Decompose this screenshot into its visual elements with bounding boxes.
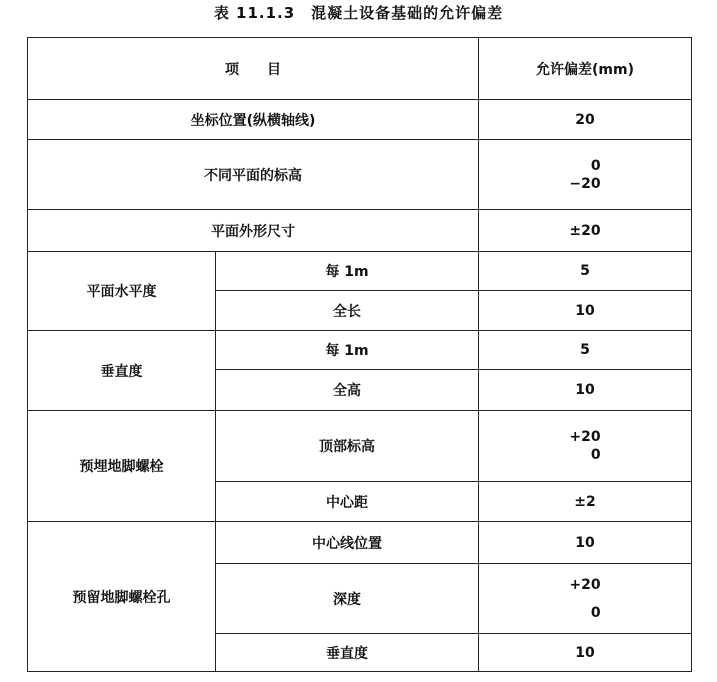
table-title: 表 11.1.3 混凝土设备基础的允许偏差 bbox=[213, 4, 504, 22]
row-label-dims: 平面外形尺寸 bbox=[28, 210, 479, 252]
sub-label: 垂直度 bbox=[216, 634, 479, 672]
table-row bbox=[28, 331, 692, 370]
value-line: +20 bbox=[569, 576, 601, 593]
value-line: 0 bbox=[590, 447, 601, 463]
table-row bbox=[28, 100, 692, 140]
sub-label: 深度 bbox=[216, 564, 479, 634]
sub-label: 每 1m bbox=[216, 331, 479, 370]
sub-label: 中心线位置 bbox=[216, 522, 479, 564]
value-line: 0 bbox=[590, 157, 601, 174]
sub-value: 10 bbox=[479, 522, 692, 564]
sub-label: 全高 bbox=[216, 370, 479, 411]
header-deviation: 允许偏差(mm) bbox=[479, 38, 692, 100]
row-value-dims: ±20 bbox=[479, 210, 692, 252]
row-label-level: 平面水平度 bbox=[28, 252, 216, 331]
sub-label: 每 1m bbox=[216, 252, 479, 291]
table-row bbox=[28, 522, 692, 564]
sub-value: 5 bbox=[479, 252, 692, 291]
sub-label: 中心距 bbox=[216, 482, 479, 522]
header-item: 项 目 bbox=[28, 38, 479, 100]
sub-value bbox=[479, 411, 692, 482]
row-label-elev: 不同平面的标高 bbox=[28, 140, 479, 210]
row-value-coord: 20 bbox=[479, 100, 692, 140]
row-label-vert: 垂直度 bbox=[28, 331, 216, 411]
row-label-coord: 坐标位置(纵横轴线) bbox=[28, 100, 479, 140]
value-line: +20 bbox=[569, 429, 601, 445]
sub-label: 全长 bbox=[216, 291, 479, 331]
sub-value: 10 bbox=[479, 370, 692, 411]
table-header-row bbox=[28, 38, 692, 100]
value-line: −20 bbox=[569, 175, 601, 192]
sub-value: 10 bbox=[479, 634, 692, 672]
sub-label: 顶部标高 bbox=[216, 411, 479, 482]
tolerance-table bbox=[27, 37, 692, 672]
row-value-elev bbox=[479, 140, 692, 210]
sub-value: 5 bbox=[479, 331, 692, 370]
sub-value: 10 bbox=[479, 291, 692, 331]
table-row bbox=[28, 140, 692, 210]
row-label-holes: 预留地脚螺栓孔 bbox=[28, 522, 216, 672]
sub-value bbox=[479, 564, 692, 634]
sub-value: ±2 bbox=[479, 482, 692, 522]
table-row bbox=[28, 252, 692, 291]
table-row bbox=[28, 411, 692, 482]
value-line: 0 bbox=[590, 604, 601, 621]
table-row bbox=[28, 210, 692, 252]
row-label-bolts: 预埋地脚螺栓 bbox=[28, 411, 216, 522]
